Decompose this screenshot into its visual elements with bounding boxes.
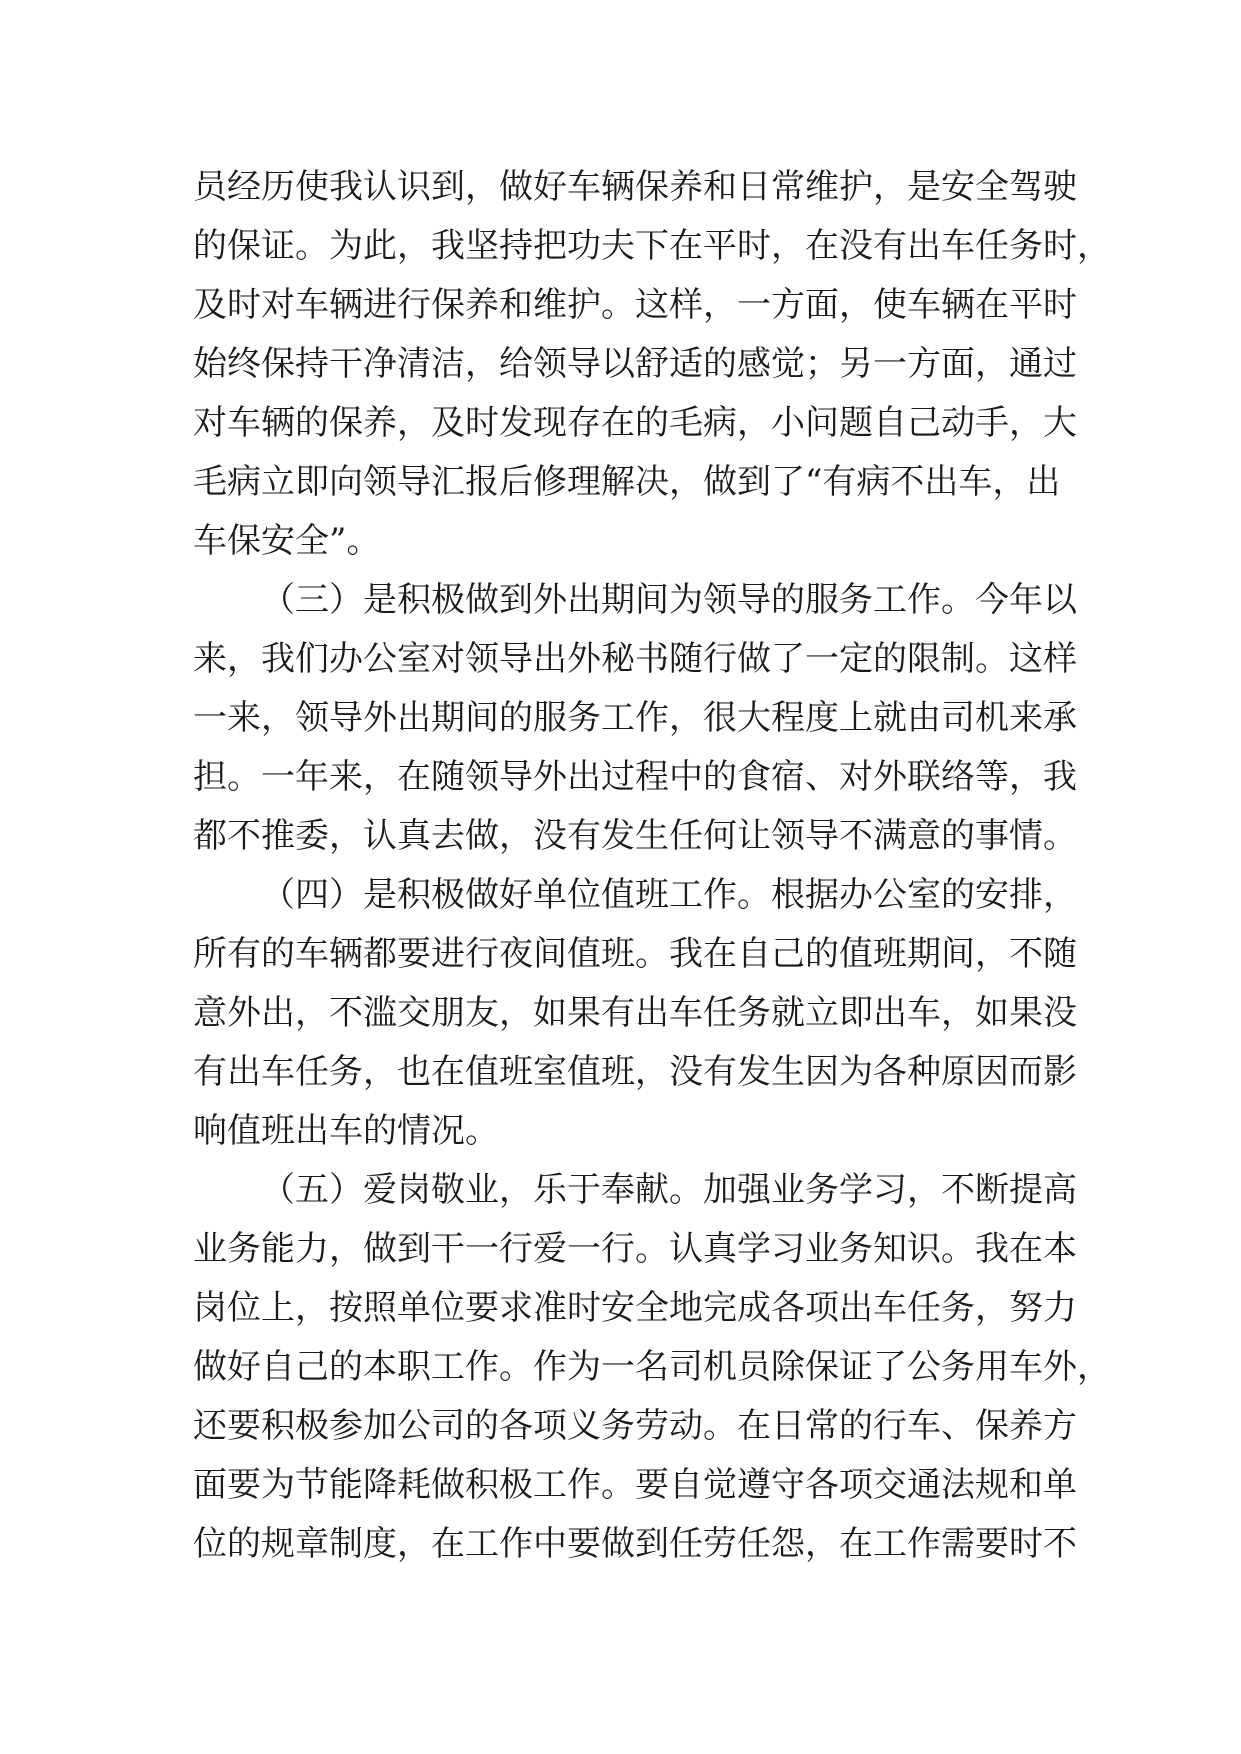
paragraph-four-heading-line: （四）是积极做好单位值班工作。根据办公室的安排， (261, 875, 1077, 915)
text-line: 面要为节能降耗做积极工作。要自觉遵守各项交通法规和单 (193, 1465, 1077, 1505)
paragraph-three-heading-line: （三）是积极做到外出期间为领导的服务工作。今年以 (261, 580, 1077, 620)
text-line: 担。一年来，在随领导外出过程中的食宿、对外联络等，我 (193, 757, 1077, 797)
text-line: 及时对车辆进行保养和维护。这样，一方面，使车辆在平时 (193, 285, 1077, 325)
text-line: 始终保持干净清洁，给领导以舒适的感觉；另一方面，通过 (193, 344, 1077, 384)
paragraph-five-heading-line: （五）爱岗敬业，乐于奉献。加强业务学习，不断提高 (261, 1170, 1077, 1210)
text-line: 车保安全”。 (193, 521, 381, 561)
text-line: 业务能力，做到干一行爱一行。认真学习业务知识。我在本 (193, 1229, 1077, 1269)
text-line: 意外出，不滥交朋友，如果有出车任务就立即出车，如果没 (193, 993, 1077, 1033)
document-body (193, 158, 1111, 1574)
text-line: 位的规章制度，在工作中要做到任劳任怨，在工作需要时不 (193, 1524, 1077, 1564)
text-line: 来，我们办公室对领导出外秘书随行做了一定的限制。这样 (193, 639, 1077, 679)
text-line: 岗位上，按照单位要求准时安全地完成各项出车任务，努力 (193, 1288, 1077, 1328)
text-line: 做好自己的本职工作。作为一名司机员除保证了公务用车外， (193, 1347, 1111, 1387)
text-line: 毛病立即向领导汇报后修理解决，做到了“有病不出车，出 (193, 462, 1061, 502)
text-line: 一来，领导外出期间的服务工作，很大程度上就由司机来承 (193, 698, 1077, 738)
text-line: 响值班出车的情况。 (193, 1111, 499, 1151)
text-line: 还要积极参加公司的各项义务劳动。在日常的行车、保养方 (193, 1406, 1077, 1446)
text-line: 的保证。为此，我坚持把功夫下在平时，在没有出车任务时， (193, 226, 1111, 266)
text-line: 所有的车辆都要进行夜间值班。我在自己的值班期间，不随 (193, 934, 1077, 974)
text-line: 员经历使我认识到，做好车辆保养和日常维护，是安全驾驶 (193, 167, 1077, 207)
text-line: 有出车任务，也在值班室值班，没有发生因为各种原因而影 (193, 1052, 1077, 1092)
text-line: 都不推委，认真去做，没有发生任何让领导不满意的事情。 (193, 816, 1077, 856)
text-line: 对车辆的保养，及时发现存在的毛病，小问题自己动手，大 (193, 403, 1077, 443)
